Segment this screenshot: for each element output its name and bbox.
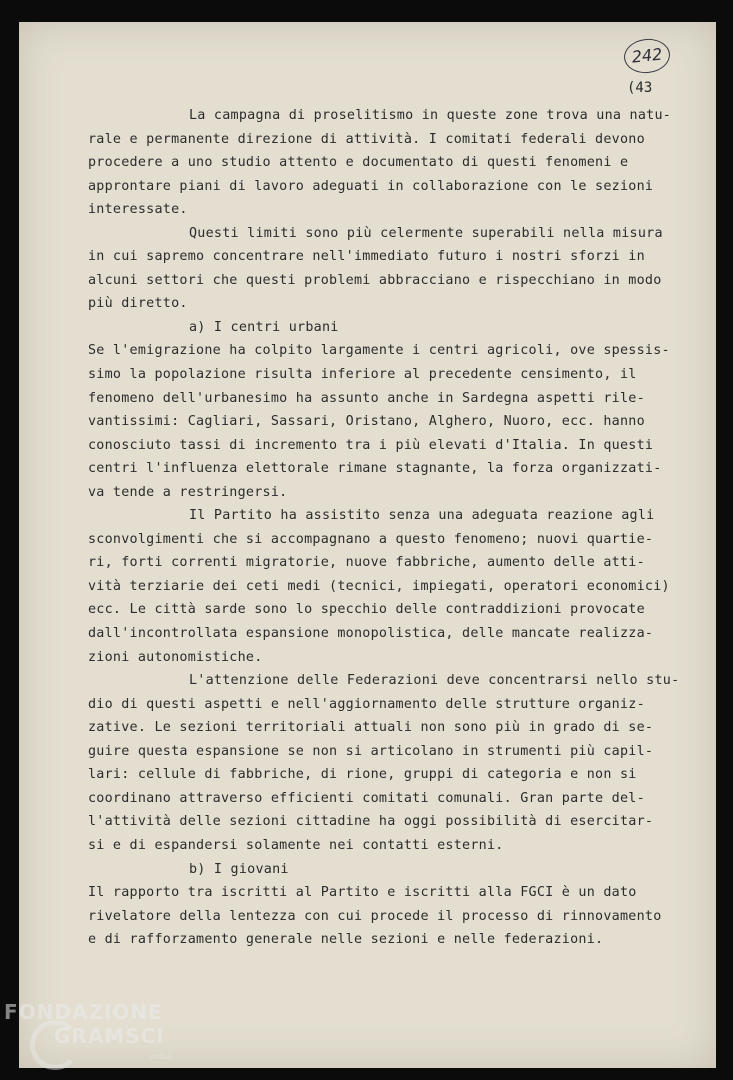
text-line: più diretto. — [88, 296, 188, 312]
archive-number-stamp: 242 — [622, 37, 671, 76]
text-line: interessate. — [88, 202, 188, 218]
text-line: si e di espandersi solamente nei contatti esterni. — [88, 837, 504, 853]
text-line: l'attività delle sezioni cittadine ha oggi possibilità di esercitar- — [88, 814, 654, 830]
text-line: Questi limiti sono più celermente superabili nella misura — [189, 225, 663, 241]
text-line: Il Partito ha assistito senza una adeguata reazione agli — [189, 508, 655, 524]
text-line: ri, forti correnti migratorie, nuove fabbriche, aumento delle atti- — [88, 555, 645, 571]
fondazione-gramsci-watermark — [4, 1000, 184, 1080]
text-line: rivelatore della lentezza con cui procede il processo di rinnovamento — [88, 908, 662, 924]
watermark-line2: GRAMSCI — [54, 1024, 165, 1048]
text-line: centri l'influenza elettorale rimane stagnante, la forza organizzati- — [88, 461, 662, 477]
text-line: L'attenzione delle Federazioni deve concentrarsi nello stu- — [189, 673, 680, 689]
text-line: procedere a uno studio attento e documentato di questi fenomeni e — [88, 155, 629, 171]
watermark-line1: FONDAZIONE — [4, 1000, 163, 1024]
page-number: (43 — [627, 80, 653, 96]
text-line: dall'incontrollata espansione monopolistica, delle mancate realizza- — [88, 626, 654, 642]
text-line: vantissimi: Cagliari, Sassari, Oristano, Alghero, Nuoro, ecc. hanno — [88, 414, 645, 430]
text-line: a) I centri urbani — [189, 319, 339, 335]
text-line: lari: cellule di fabbriche, di rione, gruppi di categoria e non si — [88, 767, 637, 783]
text-line: conosciuto tassi di incremento tra i più elevati d'Italia. In questi — [88, 437, 654, 453]
text-line: guire questa espansione se non si articolano in strumenti più capil- — [88, 743, 654, 759]
text-line: zioni autonomistiche. — [88, 649, 263, 665]
text-line: zative. Le sezioni territoriali attuali non sono più in grado di se- — [88, 720, 654, 736]
text-line: ecc. Le città sarde sono lo specchio delle contraddizioni provocate — [88, 602, 645, 618]
text-line: in cui sapremo concentrare nell'immediato futuro i nostri sforzi in — [88, 249, 645, 265]
text-line: alcuni settori che questi problemi abbracciano e rispecchiano in modo — [88, 272, 662, 288]
text-line: coordinano attraverso efficienti comitati comunali. Gran parte del- — [88, 790, 645, 806]
text-line: Se l'emigrazione ha colpito largamente i centri agricoli, ove spessis- — [88, 343, 670, 359]
text-line: e di rafforzamento generale nelle sezioni e nelle federazioni. — [88, 932, 604, 948]
watermark-subtitle: onlus — [150, 1052, 172, 1061]
text-line: dio di questi aspetti e nell'aggiornamento delle strutture organiz- — [88, 696, 645, 712]
document-page — [19, 22, 716, 1068]
text-line: La campagna di proselitismo in queste zone trova una natu- — [189, 108, 672, 123]
text-line: rale e permanente direzione di attività. I comitati federali devono — [88, 131, 645, 147]
document-body — [88, 104, 678, 952]
text-line: Il rapporto tra iscritti al Partito e iscritti alla FGCI è un dato — [88, 885, 637, 901]
text-line: vità terziarie dei ceti medi (tecnici, impiegati, operatori economici) — [88, 578, 670, 594]
text-line: sconvolgimenti che si accompagnano a questo fenomeno; nuovi quartie- — [88, 531, 654, 547]
text-line: approntare piani di lavoro adeguati in collaborazione con le sezioni — [88, 178, 654, 194]
text-line: b) I giovani — [189, 861, 289, 877]
text-line: va tende a restringersi. — [88, 484, 288, 500]
text-line: simo la popolazione risulta inferiore al precedente censimento, il — [88, 367, 637, 383]
text-line: fenomeno dell'urbanesimo ha assunto anche in Sardegna aspetti rile- — [88, 390, 645, 406]
